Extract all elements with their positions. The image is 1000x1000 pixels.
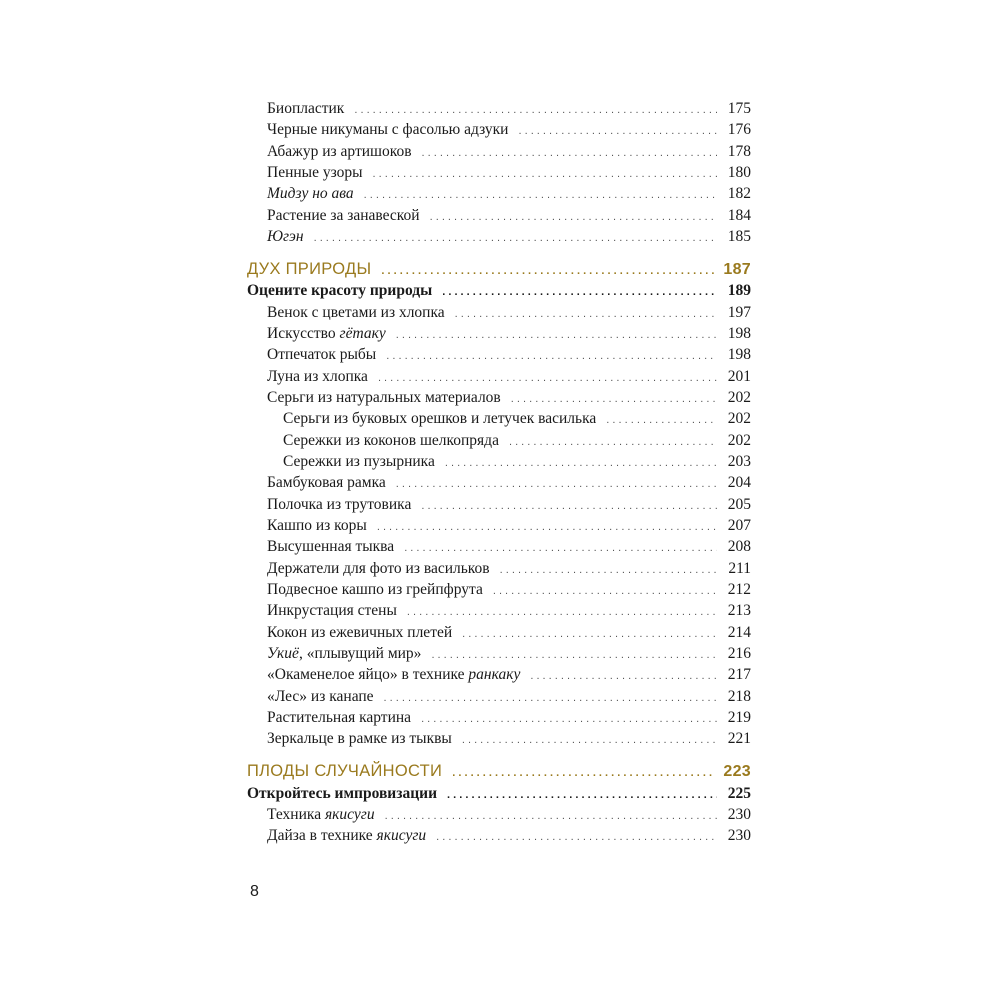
dot-leader [509, 432, 717, 453]
toc-entry-page: 180 [727, 164, 751, 182]
toc-entry-title: Мидзу но ава [267, 185, 354, 203]
toc-entry[interactable] [247, 622, 751, 643]
dot-leader [386, 346, 717, 367]
toc-entry[interactable] [247, 344, 751, 365]
dot-leader [422, 143, 717, 164]
toc-entry[interactable] [247, 162, 751, 183]
dot-leader [436, 827, 717, 848]
toc-entry-page: 208 [727, 538, 751, 556]
toc-entry-title: Искусство гётаку [267, 324, 386, 342]
toc-entry-page: 230 [727, 806, 751, 823]
dot-leader [354, 100, 717, 121]
dot-leader [396, 474, 717, 495]
toc-entry[interactable] [247, 643, 751, 664]
toc-entry-title: Высушенная тыква [267, 538, 395, 556]
dot-leader [606, 410, 717, 431]
toc-entry-title: Техника якисуги [267, 806, 375, 823]
dot-leader [385, 806, 717, 827]
toc-section-page: 189 [727, 282, 751, 300]
toc-entry[interactable] [247, 494, 751, 515]
toc-entry-title: Серьги из натуральных материалов [267, 388, 501, 406]
toc-entry-page: 198 [727, 324, 751, 342]
toc-entry-page: 205 [727, 495, 751, 513]
toc-entry-page: 203 [727, 453, 751, 470]
toc-entry-page: 184 [727, 206, 751, 224]
toc-section-title: Оцените красоту природы [247, 282, 433, 300]
toc-entry-title: Биопластик [267, 100, 345, 117]
dot-leader [377, 517, 717, 538]
toc-entry-title: Венок с цветами из хлопка [267, 303, 445, 321]
toc-entry-page: 221 [727, 730, 751, 748]
toc-entry[interactable] [247, 183, 751, 204]
toc-entry[interactable] [247, 226, 751, 247]
toc-entry[interactable] [247, 804, 751, 825]
dot-leader [518, 121, 717, 142]
dot-leader [373, 164, 717, 185]
toc-entry-title: «Лес» из канапе [267, 687, 374, 705]
toc-entry[interactable] [247, 205, 751, 226]
toc-entry-title: Сережки из коконов шелкопряда [283, 431, 499, 449]
dot-leader [396, 325, 717, 346]
toc-entry[interactable] [247, 536, 751, 557]
toc-entry-title: Луна из хлопка [267, 367, 368, 385]
toc-entry-title: Растение за занавеской [267, 206, 420, 224]
toc-entry-page: 211 [728, 559, 751, 577]
toc-entry-title: Югэн [267, 228, 304, 246]
toc-entry[interactable] [247, 664, 751, 685]
toc-entry-page: 214 [727, 623, 751, 641]
toc-entry-page: 204 [727, 474, 751, 492]
dot-leader [364, 185, 717, 206]
toc-entry[interactable] [247, 302, 751, 323]
toc-subentry[interactable] [247, 430, 751, 451]
dot-leader [462, 730, 717, 751]
toc-entry[interactable] [247, 600, 751, 621]
toc-entry-title: Бамбуковая рамка [267, 474, 386, 492]
dot-leader [445, 453, 717, 474]
toc-entry[interactable] [247, 579, 751, 600]
toc-entry-title: «Окаменелое яйцо» в технике ранкаку [267, 666, 521, 684]
toc-entry-page: 216 [727, 645, 751, 663]
toc-entry-title: Серьги из буковых орешков и летучек василька [283, 410, 597, 428]
toc-entry-page: 207 [727, 517, 751, 535]
toc-entry-page: 218 [727, 687, 751, 705]
dot-leader [430, 207, 717, 228]
toc-entry-title: Полочка из трутовика [267, 495, 412, 513]
dot-leader [407, 602, 717, 623]
toc-subentry[interactable] [247, 408, 751, 429]
dot-leader [384, 688, 717, 709]
toc-entry-title: Зеркальце в рамке из тыквы [267, 730, 452, 748]
toc-entry-page: 175 [727, 100, 751, 117]
toc-entry[interactable] [247, 98, 751, 119]
dot-leader [404, 538, 717, 559]
dot-leader [431, 645, 717, 666]
dot-leader [493, 581, 717, 602]
toc-entry-title: Растительная картина [267, 709, 412, 727]
toc-entry-title: Кокон из ежевичных плетей [267, 623, 453, 641]
toc-chapter-title: ДУХ ПРИРОДЫ [247, 259, 372, 278]
toc-section[interactable] [247, 280, 751, 301]
toc-chapter[interactable] [247, 761, 751, 782]
toc-entry-page: 202 [727, 410, 751, 428]
toc-entry[interactable] [247, 686, 751, 707]
toc-chapter[interactable] [247, 259, 751, 280]
toc-entry[interactable] [247, 366, 751, 387]
toc-entry[interactable] [247, 472, 751, 493]
toc-entry-title: Дайза в технике якисуги [267, 827, 427, 845]
toc-entry-page: 202 [727, 431, 751, 449]
toc-entry-title: Сережки из пузырника [283, 453, 435, 470]
table-of-contents [247, 98, 751, 847]
dot-leader [452, 763, 715, 784]
toc-section-page: 225 [727, 784, 751, 802]
toc-entry[interactable] [247, 558, 751, 579]
toc-entry-title: Черные никуманы с фасолью адзуки [267, 121, 509, 139]
dot-leader [421, 709, 717, 730]
toc-section[interactable] [247, 783, 751, 804]
dot-leader [511, 389, 717, 410]
toc-section-title: Откройтесь импровизации [247, 784, 438, 802]
dot-leader [462, 624, 717, 645]
toc-entry[interactable] [247, 825, 751, 846]
toc-entry[interactable] [247, 387, 751, 408]
toc-entry-page: 185 [727, 228, 751, 246]
dot-leader [530, 666, 717, 687]
dot-leader [455, 304, 717, 325]
toc-entry-page: 198 [727, 346, 751, 364]
toc-subentry[interactable] [247, 451, 751, 472]
toc-entry-title: Держатели для фото из васильков [267, 559, 490, 577]
toc-entry-page: 219 [727, 709, 751, 727]
toc-entry[interactable] [247, 119, 751, 140]
toc-entry[interactable] [247, 323, 751, 344]
toc-chapter-title: ПЛОДЫ СЛУЧАЙНОСТИ [247, 762, 443, 781]
toc-entry[interactable] [247, 728, 751, 749]
toc-entry-page: 182 [727, 185, 751, 203]
toc-entry-title: Укиё, «плывущий мир» [267, 645, 422, 663]
toc-entry-page: 212 [727, 581, 751, 599]
toc-entry-title: Отпечаток рыбы [267, 346, 377, 364]
toc-entry-title: Пенные узоры [267, 164, 363, 182]
dot-leader [378, 368, 717, 389]
toc-entry-page: 217 [727, 666, 751, 684]
toc-entry[interactable] [247, 515, 751, 536]
toc-entry-page: 202 [727, 388, 751, 406]
toc-entry-title: Кашпо из коры [267, 517, 367, 535]
toc-entry-page: 197 [727, 303, 751, 321]
toc-entry[interactable] [247, 707, 751, 728]
dot-leader [421, 496, 717, 517]
toc-entry-page: 230 [727, 827, 751, 845]
toc-entry-title: Инкрустация стены [267, 602, 397, 620]
toc-entry-title: Подвесное кашпо из грейпфрута [267, 581, 483, 599]
toc-entry-page: 201 [727, 367, 751, 385]
toc-entry-page: 176 [727, 121, 751, 139]
dot-leader [500, 560, 717, 581]
page-number: 8 [250, 883, 259, 900]
toc-entry-title: Абажур из артишоков [267, 142, 412, 160]
toc-entry[interactable] [247, 141, 751, 162]
toc-chapter-page: 223 [723, 763, 751, 781]
dot-leader [381, 261, 715, 282]
dot-leader [314, 228, 717, 249]
toc-entry-page: 178 [727, 142, 751, 160]
dot-leader [442, 282, 717, 303]
toc-entry-page: 213 [727, 602, 751, 620]
dot-leader [447, 785, 717, 806]
toc-chapter-page: 187 [723, 260, 751, 278]
